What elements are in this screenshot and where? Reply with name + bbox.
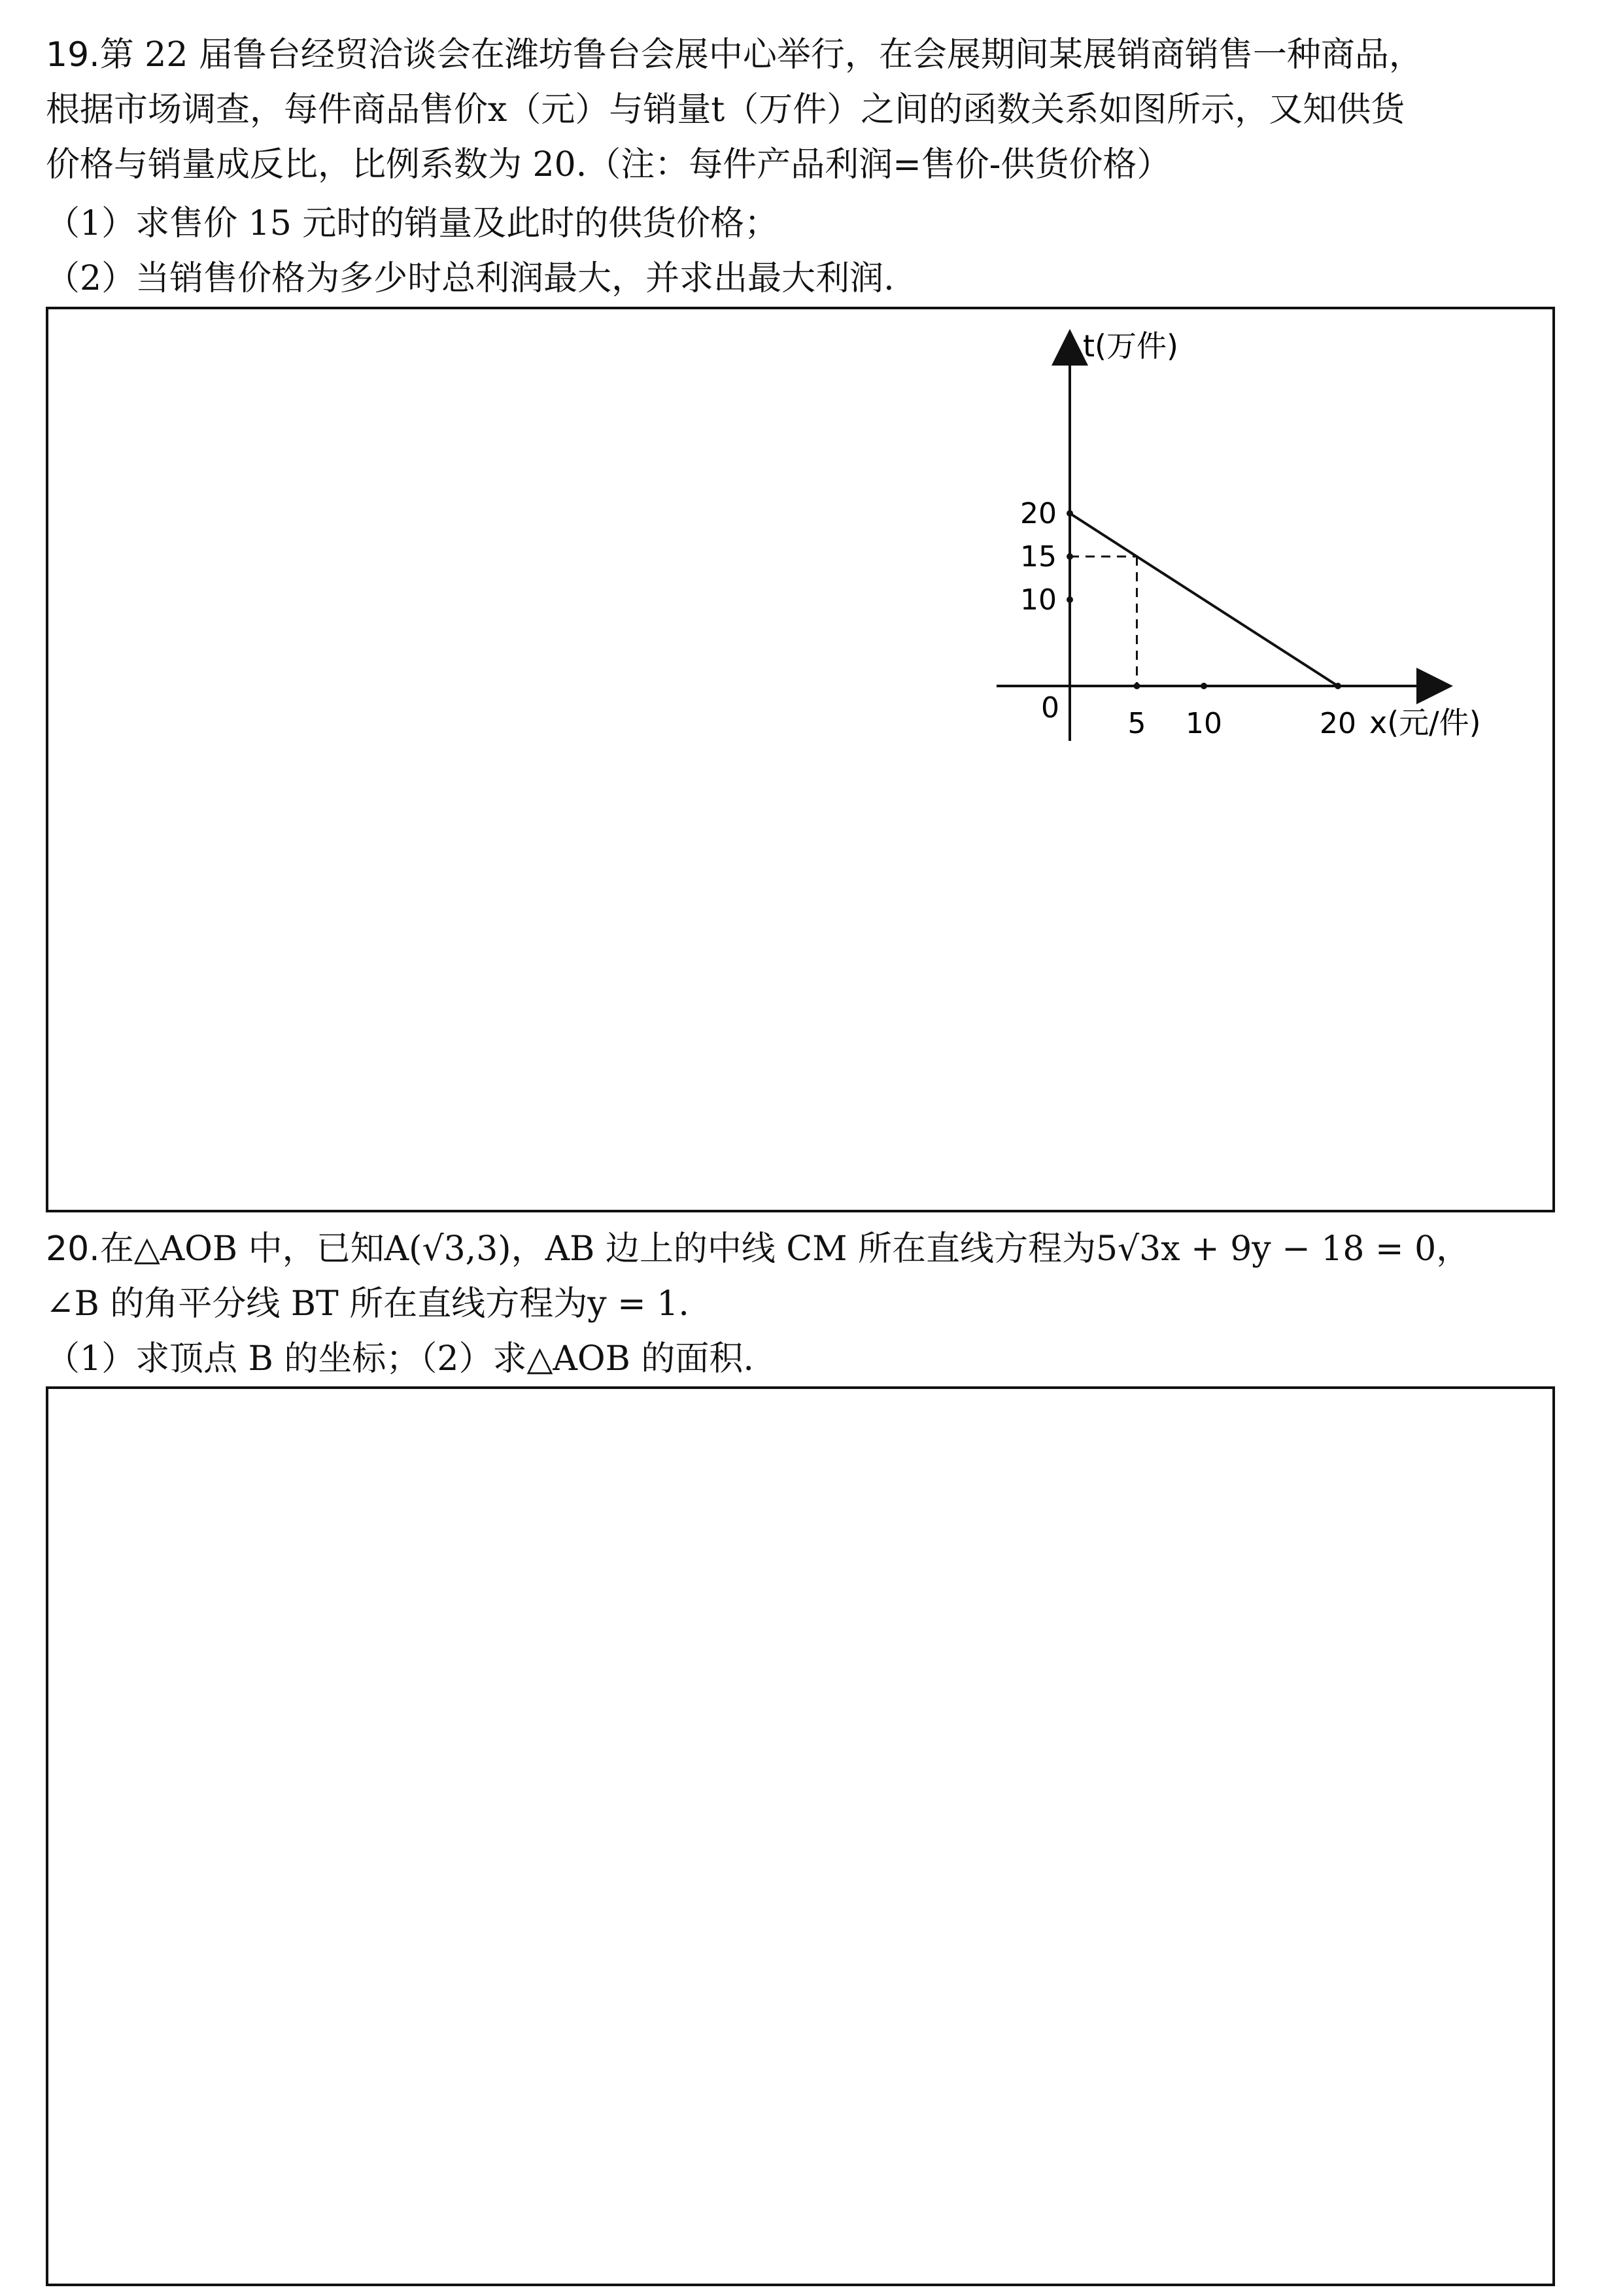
problem-20-line-2: ∠B 的角平分线 BT 所在直线方程为y = 1. [46, 1284, 689, 1324]
problem-19-question-2: （2）当销售价格为多少时总利润最大，并求出最大利润. [46, 259, 895, 298]
problem-19-number: 19. [46, 35, 100, 75]
problem-20-question: （1）求顶点 B 的坐标；（2）求△AOB 的面积. [46, 1339, 754, 1379]
answer-box-20[interactable] [46, 1386, 1555, 2286]
x-tick-label-10: 10 [1186, 707, 1222, 740]
origin-label: 0 [1041, 691, 1059, 725]
x-tick-10 [1201, 683, 1207, 689]
problem-19-line-1 [46, 27, 1423, 82]
x-axis-label: x(元/件) [1369, 705, 1481, 740]
y-axis-label: t(万件) [1083, 328, 1178, 364]
problem-20-text-1: 在△AOB 中，已知A(√3,3)，AB 边上的中线 CM 所在直线方程为5√3x + 9y − 18 = 0， [99, 1229, 1471, 1269]
problem-20-line-1 [46, 1222, 1470, 1277]
problem-19-text-1: 第 22 届鲁台经贸洽谈会在潍坊鲁台会展中心举行，在会展期间某展销商销售一种商品， [99, 35, 1423, 75]
x-tick-label-5: 5 [1127, 707, 1146, 740]
series-line-0 [1070, 513, 1338, 686]
y-tick-label-20: 20 [1020, 497, 1057, 530]
answer-box-19[interactable] [46, 307, 1555, 1212]
problem-19-line-3: 价格与销量成反比，比例系数为 20.（注：每件产品利润=售价-供货价格） [46, 145, 1171, 184]
problem-19-question-1: （1）求售价 15 元时的销量及此时的供货价格； [46, 204, 779, 243]
y-tick-10 [1067, 596, 1073, 603]
problem-19-line-2: 根据市场调查，每件商品售价x（元）与销量t（万件）之间的函数关系如图所示，又知供货 [46, 90, 1405, 129]
y-tick-label-10: 10 [1020, 583, 1057, 617]
problem-20-number: 20. [46, 1229, 100, 1269]
x-tick-label-20: 20 [1320, 707, 1356, 740]
y-tick-label-15: 15 [1020, 540, 1057, 574]
price-sales-chart [990, 322, 1579, 741]
